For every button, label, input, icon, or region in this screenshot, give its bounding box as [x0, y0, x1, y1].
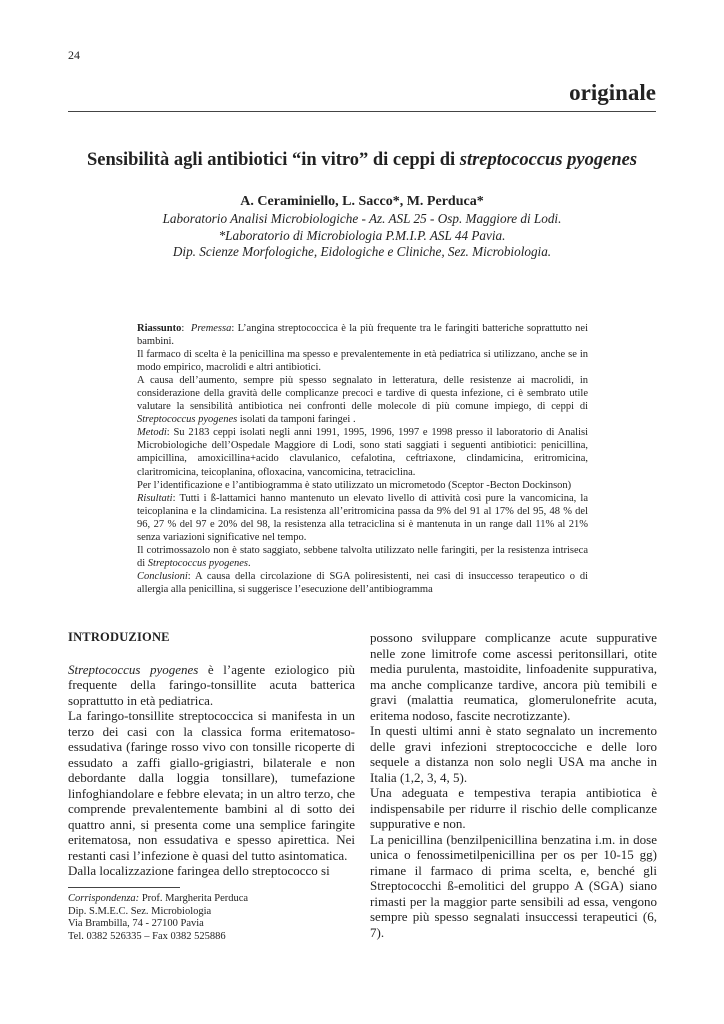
- abstract-para-7-end: .: [248, 557, 251, 569]
- abstract-para-3-end: isolati da tamponi faringei .: [237, 414, 356, 426]
- right-para-4: La penicillina (benzilpenicillina benzatina i.m. in dose unica o fenossimetilpenicillina per os per 10-15 gg) rimane il farmaco di prima scelta, e, benché gli Streptococchi ß-emolitici del gruppo A (SGA) siano rimasti per la maggior parte sensibili ad essa, vengono sempre più spesso segnalati insuccessi terapeutici (6, 7).: [370, 831, 657, 940]
- header-rule: [68, 111, 656, 112]
- footnote-rule: [68, 887, 180, 888]
- conclusioni-text: : A causa della circolazione di SGA poliresistenti, nei casi di insuccesso terapeutico o di allergia alla penicillina, si suggerisce l’esecuzione dell’antibiogramma: [137, 570, 588, 595]
- right-para-3: Una adeguata e tempestiva terapia antibiotica è indispensabile per ridurre il rischio delle complicanze suppurative e non.: [370, 785, 657, 831]
- correspondence-line-1: [68, 893, 355, 906]
- intro-para-2: La faringo-tonsillite streptococcica si manifesta in un terzo dei casi con la classica forma eritematoso-essudativa (faringe rosso vivo con tonsille ricoperte di essudato a zaffi giallo-grigiastri, bilaterale e non debordante dalla loggia tonsillare), tumefazione linfoghiandolare e febbre elevata; in un altro terzo, che comprende prevalentemente bambini al di sotto dei quattro anni, si presenta come una semplice faringite eritematosa, non essudativa e spesso apirettica. Nei restanti casi l’infezione è quasi del tutto asintomatica.: [68, 708, 355, 863]
- metodi-text: : Su 2183 ceppi isolati negli anni 1991, 1995, 1996, 1997 e 1998 presso il laboratorio di Analisi Microbiologiche dell’Ospedale Maggiore di Lodi, sono stati saggiati i seguenti antibiotici: penicillina, ampicillina, amoxicillina+acido clavulanico, cefalotina, ceftriaxone, clindamicina, eritromicina, claritromicina, teicoplanina, ofloxacina, vancomicina, tetraciclina.: [137, 427, 588, 478]
- abstract-metodi: [137, 426, 588, 478]
- risultati-label: Risultati: [137, 492, 173, 504]
- article-title: [0, 150, 724, 171]
- abstract-conclusioni: [137, 570, 588, 596]
- page-number: 24: [68, 48, 80, 62]
- affiliation-1: Laboratorio Analisi Microbiologiche - Az. ASL 25 - Osp. Maggiore di Lodi.: [162, 211, 562, 226]
- intro-para-1: [68, 662, 355, 709]
- intro-heading: INTRODUZIONE: [68, 630, 170, 644]
- correspondence-line-3: Via Brambilla, 74 - 27100 Pavia: [68, 918, 204, 930]
- correspondence-label: Corrispondenza:: [68, 893, 140, 904]
- intro-para-1-text: è l’agente eziologico più frequente della faringo-tonsillite acuta batterica soprattutto in età pediatrica.: [68, 661, 356, 708]
- abstract-risultati: [137, 492, 588, 544]
- intro-para-1-italic: Streptococcus pyogenes: [68, 661, 199, 677]
- right-column: [370, 630, 657, 940]
- abstract-para-7-text: Il cotrimossazolo non è stato saggiato, sebbene talvolta utilizzato nelle faringiti, per la resistenza intriseca di: [137, 544, 588, 569]
- abstract-para-5: Per l’identificazione e l’antibiogramma è stato utilizzato un micrometodo (Sceptor -Becton Dockinson): [137, 479, 572, 491]
- abstract-para-2: Il farmaco di scelta è la penicillina ma spesso e prevalentemente in età pediatrica si utilizzano, anche se in modo empirico, macrolidi e altri antibiotici.: [137, 349, 588, 374]
- correspondence-name: Prof. Margherita Perduca: [139, 893, 249, 904]
- conclusioni-label: Conclusioni: [137, 570, 188, 582]
- abstract-para-3-text: A causa dell’aumento, sempre più spesso segnalato in letteratura, delle resistenze ai macrolidi, in considerazione della gravità delle complicanze precoci e tardive di questa infezione, ci è sembrato utile valutare la sensibilità antibiotica nei confronti delle molecole di più comune impiego, di ceppi di: [137, 375, 588, 413]
- metodi-label: Metodi: [137, 427, 167, 439]
- correspondence: [68, 893, 355, 943]
- premessa-label: Premessa: [190, 323, 232, 334]
- correspondence-line-4: Tel. 0382 526335 – Fax 0382 525886: [68, 930, 226, 942]
- right-para-1: possono sviluppare complicanze acute suppurative nelle zone limitrofe come ascessi peritonsillari, otite media purulenta, mastoidite, linfoadenite suppurativa, ma anche complicanze tardive, ancora più temibili e gravi (malattia reumatica, glomerulonefrite acuta, eritema nodoso, fascite necrotizzante).: [370, 630, 657, 723]
- abstract-premessa: Riassunto: Premessa: L’angina streptococcica è la più frequente tra le faringiti batteriche soprattutto nei bambini.: [137, 323, 588, 348]
- abstract-para-7-italic: Streptococcus pyogenes: [147, 557, 248, 569]
- abstract-para-3-italic: Streptococcus pyogenes: [137, 414, 238, 426]
- affiliation-2: *Laboratorio di Microbiologia P.M.I.P. ASL 44 Pavia.: [218, 227, 506, 243]
- intro-para-3: Dalla localizzazione faringea dello streptococco si: [68, 863, 330, 878]
- title-italic: streptococcus pyogenes: [459, 150, 638, 170]
- authors: A. Ceraminiello, L. Sacco*, M. Perduca*: [240, 194, 484, 209]
- section-tag: originale: [569, 80, 656, 105]
- risultati-text: : Tutti i ß-lattamici hanno mantenuto un elevato livello di attività così pure la vancomicina, la teicoplanina e la clindamicina. La resistenza all’eritromicina passa da 9% del 91 al 17% del 95, 48 % del 96, 27 % del 97 e 20% del 98, la resistenza alla tetraciclina si è mantenuta in un range dall 11% al 21% senza variazioni significative nel tempo.: [137, 492, 588, 543]
- abstract: [137, 322, 588, 596]
- right-para-2: In questi ultimi anni è stato segnalato un incremento delle gravi infezioni streptococciche e delle loro sequele a distanza non solo negli USA ma anche in Italia (1,2, 3, 4, 5).: [370, 723, 657, 785]
- affiliations: [0, 211, 724, 261]
- riassunto-label: Riassunto: [137, 323, 182, 334]
- affiliation-3: Dip. Scienze Morfologiche, Eidologiche e Cliniche, Sez. Microbiologia.: [172, 244, 552, 259]
- title-main: Sensibilità agli antibiotici “in vitro” di ceppi di: [86, 150, 460, 170]
- correspondence-line-2: Dip. S.M.E.C. Sez. Microbiologia: [68, 905, 212, 917]
- abstract-para-7: [137, 544, 588, 570]
- left-column: [68, 630, 355, 879]
- abstract-para-3: [137, 374, 588, 426]
- premessa-text: : L’angina streptococcica è la più frequente tra le faringiti batteriche soprattutto nei bambini.: [137, 323, 588, 348]
